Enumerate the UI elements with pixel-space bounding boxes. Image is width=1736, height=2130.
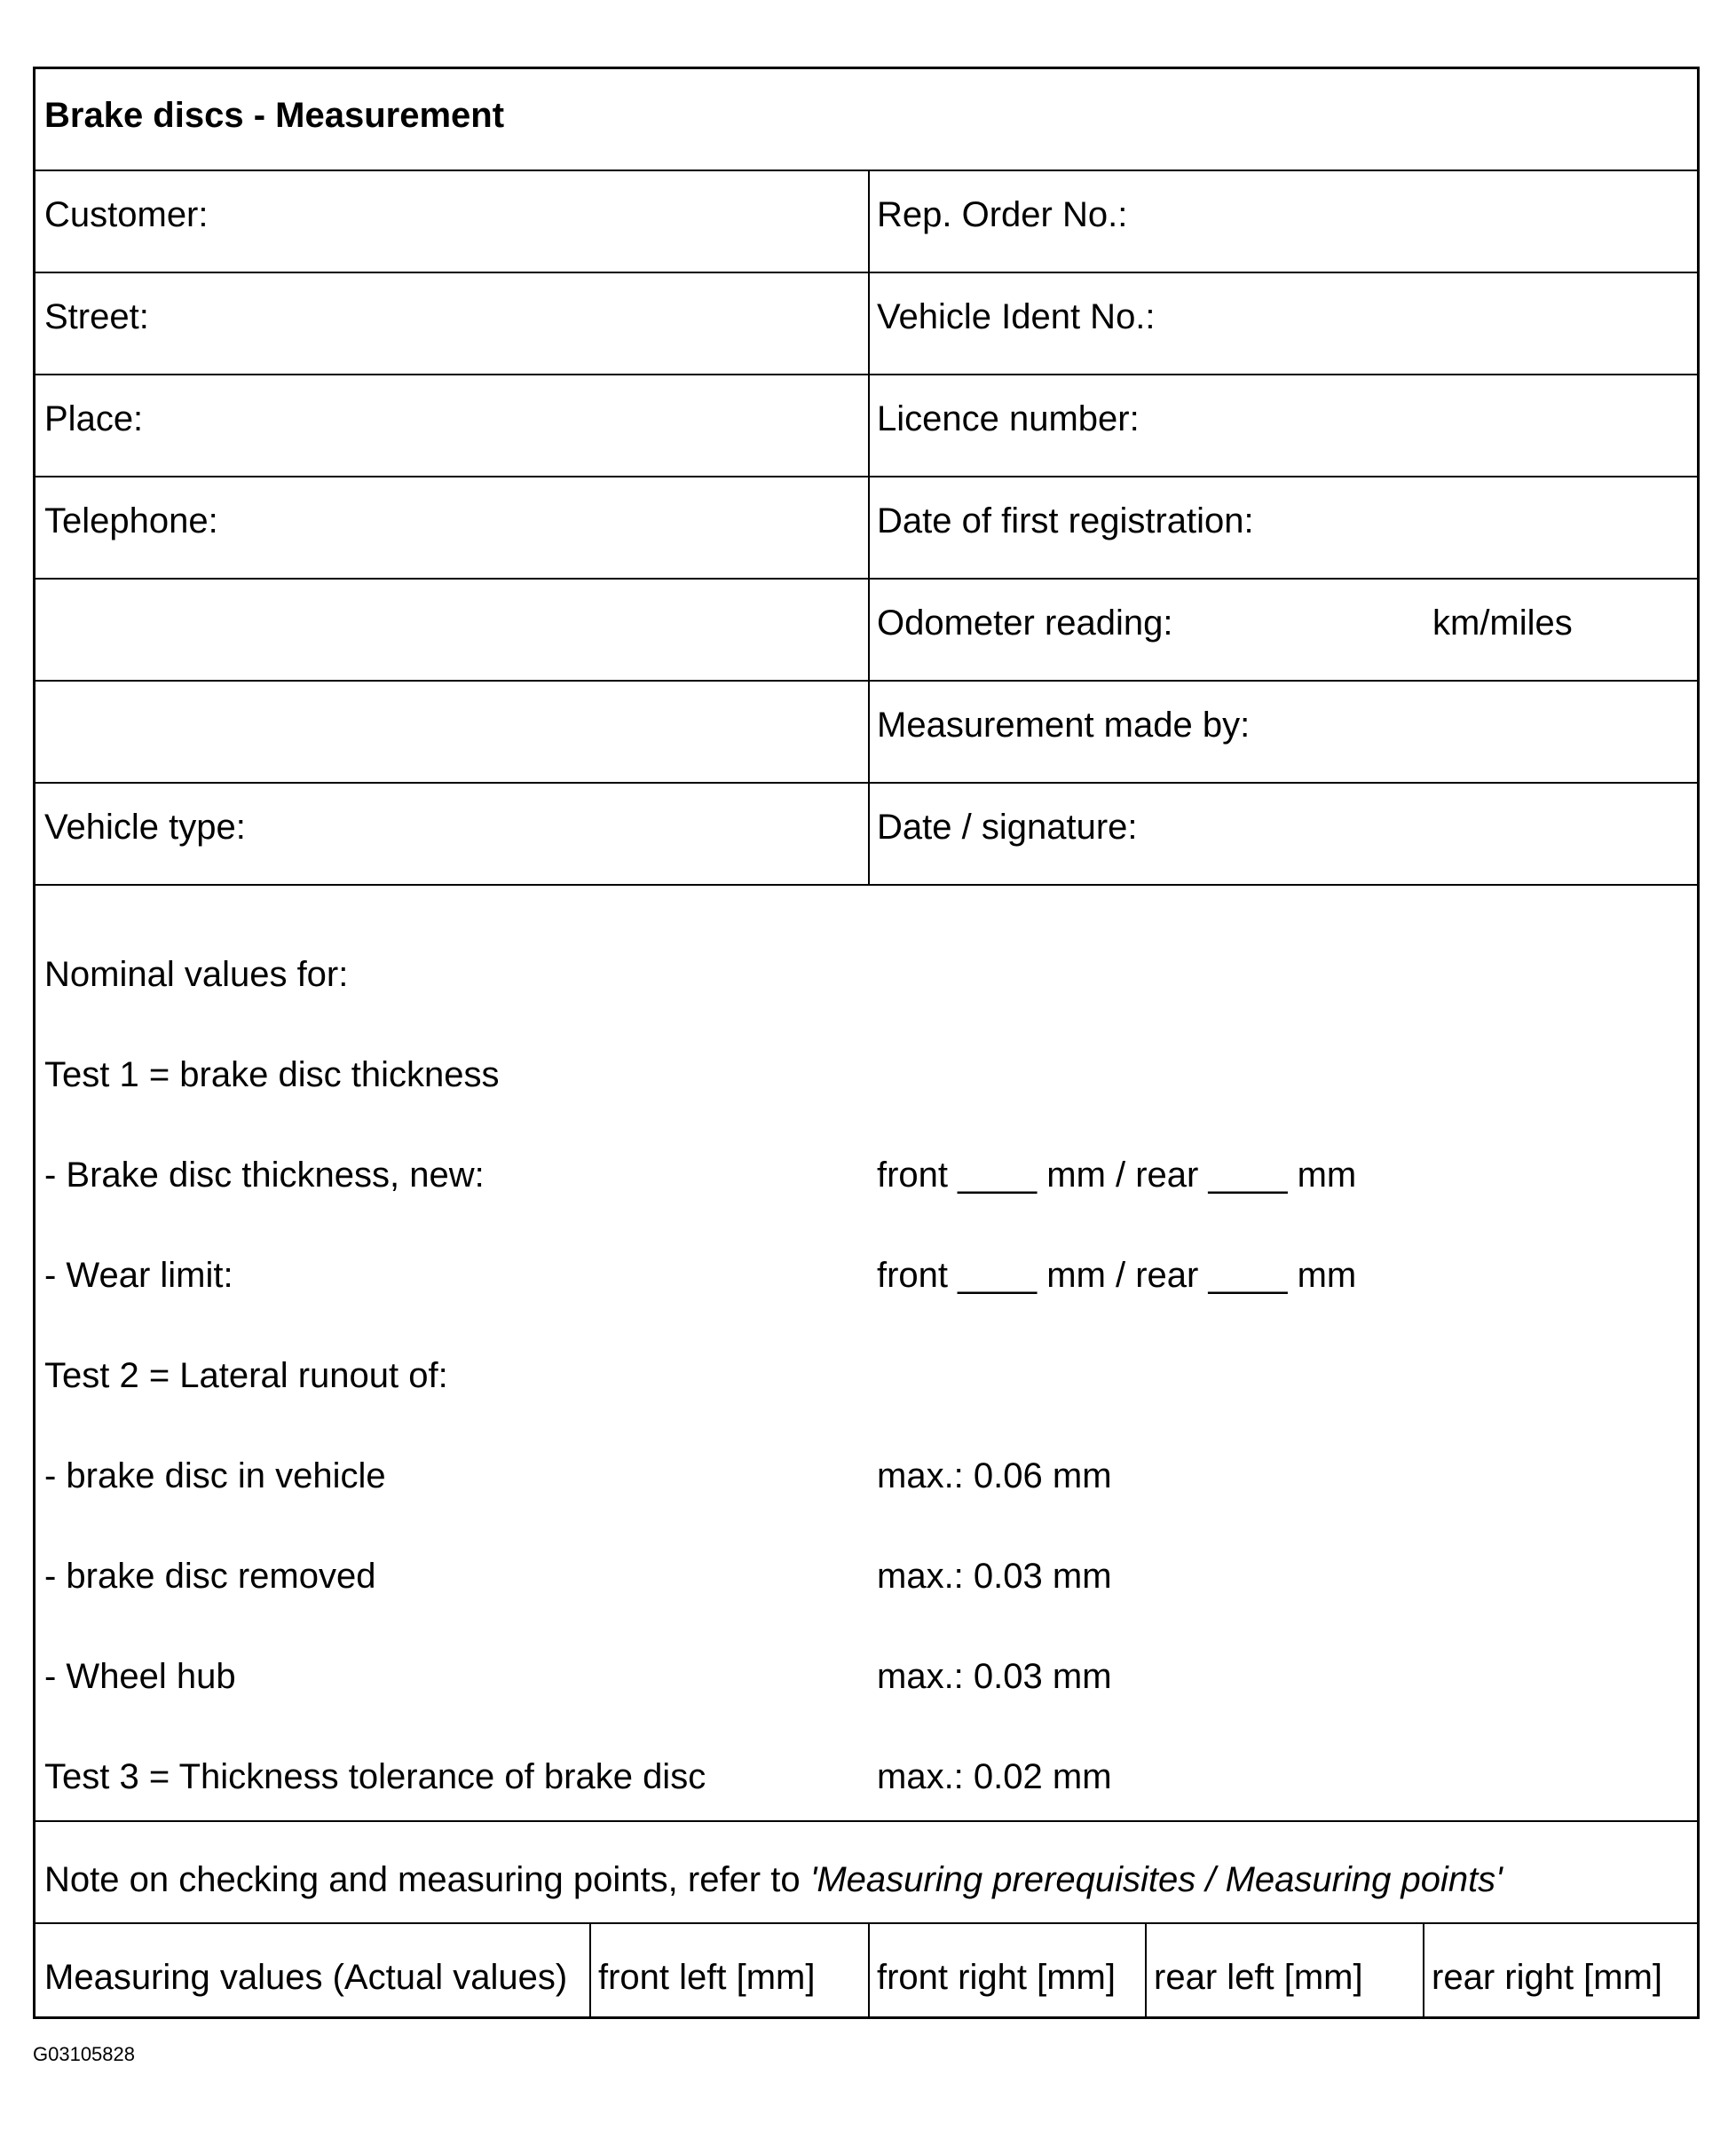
column-divider — [1145, 1922, 1147, 2019]
thickness-new-label: - Brake disc thickness, new: — [44, 1156, 485, 1195]
licence-label: Licence number: — [877, 399, 1140, 438]
rep-order-label: Rep. Order No.: — [877, 195, 1128, 234]
rear-right-header: rear right [mm] — [1432, 1958, 1663, 1997]
column-divider — [589, 1922, 591, 2019]
row-divider — [36, 1922, 1697, 1924]
front-right-header: front right [mm] — [877, 1958, 1116, 1997]
measured-by-label: Measurement made by: — [877, 706, 1251, 745]
row-divider — [36, 170, 1697, 171]
removed-value: max.: 0.03 mm — [877, 1557, 1112, 1596]
date-signature-label: Date / signature: — [877, 808, 1138, 847]
odometer-unit: km/miles — [1432, 604, 1573, 643]
telephone-label: Telephone: — [44, 501, 218, 540]
place-label: Place: — [44, 399, 144, 438]
column-divider — [1423, 1922, 1424, 2019]
row-divider — [36, 374, 1697, 375]
in-vehicle-value: max.: 0.06 mm — [877, 1456, 1112, 1495]
test1-heading: Test 1 = brake disc thickness — [44, 1055, 500, 1094]
row-divider — [36, 680, 1697, 682]
note-reference: 'Measuring prerequisites / Measuring points' — [809, 1860, 1503, 1899]
test2-heading: Test 2 = Lateral runout of: — [44, 1356, 448, 1395]
first-registration-label: Date of first registration: — [877, 501, 1254, 540]
row-divider — [36, 884, 1697, 886]
thickness-new-value: front ____ mm / rear ____ mm — [877, 1156, 1357, 1195]
wear-limit-value: front ____ mm / rear ____ mm — [877, 1256, 1357, 1295]
street-label: Street: — [44, 297, 149, 336]
vin-label: Vehicle Ident No.: — [877, 297, 1156, 336]
test3-heading: Test 3 = Thickness tolerance of brake disc — [44, 1757, 706, 1796]
brake-disc-measurement-form — [33, 67, 1700, 2019]
odometer-label: Odometer reading: — [877, 604, 1173, 643]
column-divider — [868, 1922, 870, 2019]
note-prefix: Note on checking and measuring points, refer to — [44, 1860, 810, 1899]
column-divider — [868, 170, 870, 884]
figure-id: G03105828 — [33, 2043, 135, 2065]
row-divider — [36, 1820, 1697, 1822]
row-divider — [36, 782, 1697, 784]
row-divider — [36, 578, 1697, 580]
front-left-header: front left [mm] — [598, 1958, 816, 1997]
removed-label: - brake disc removed — [44, 1557, 376, 1596]
wheel-hub-value: max.: 0.03 mm — [877, 1657, 1112, 1696]
row-divider — [36, 272, 1697, 273]
row-divider — [36, 476, 1697, 477]
wheel-hub-label: - Wheel hub — [44, 1657, 236, 1696]
form-title: Brake discs - Measurement — [44, 96, 505, 135]
in-vehicle-label: - brake disc in vehicle — [44, 1456, 386, 1495]
customer-label: Customer: — [44, 195, 209, 234]
wear-limit-label: - Wear limit: — [44, 1256, 233, 1295]
nominal-heading: Nominal values for: — [44, 955, 349, 994]
test3-value: max.: 0.02 mm — [877, 1757, 1112, 1796]
measuring-points-note — [44, 1862, 1503, 1897]
rear-left-header: rear left [mm] — [1154, 1958, 1363, 1997]
measuring-values-label: Measuring values (Actual values) — [44, 1958, 568, 1997]
vehicle-type-label: Vehicle type: — [44, 808, 246, 847]
